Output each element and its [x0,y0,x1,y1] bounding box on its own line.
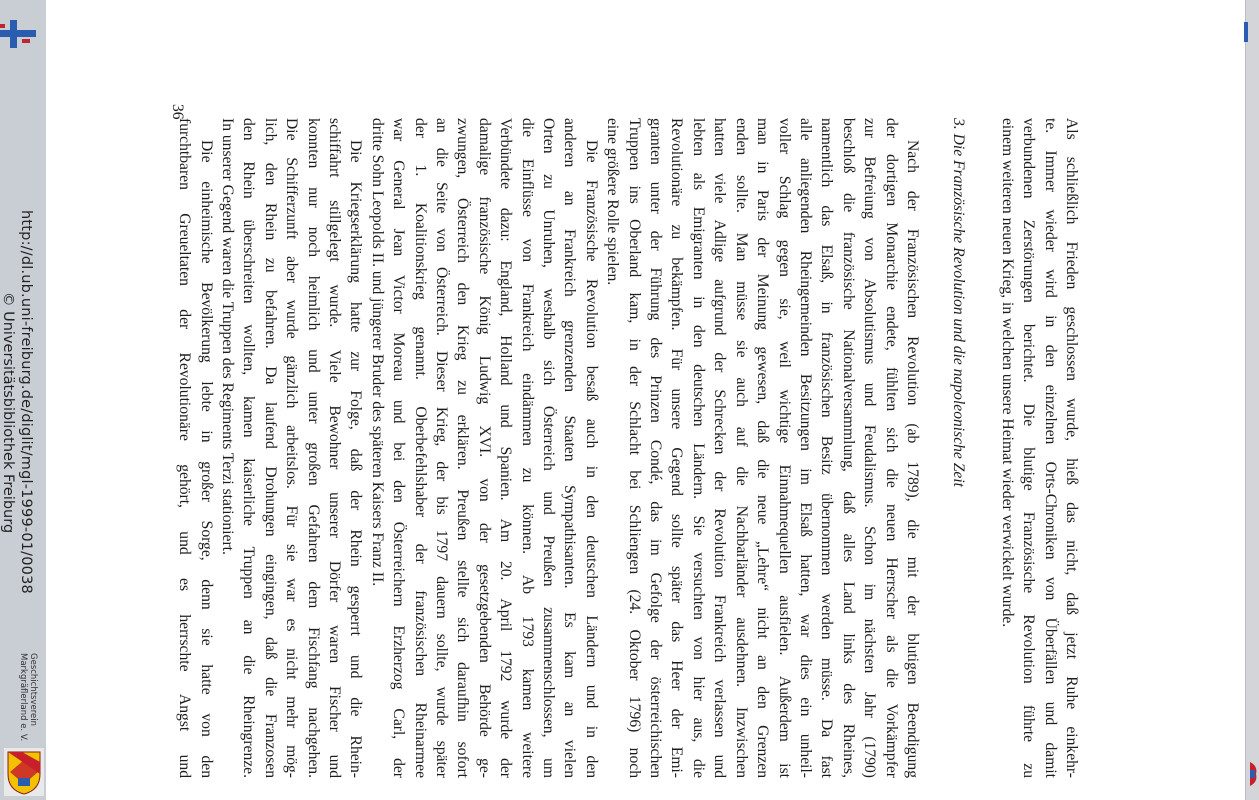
paragraph-line: lebten als Emigranten in den deutschen Ländern. Sie versuchten von hier aus, die [689,118,707,778]
paragraph-line: einem weiteren neuen Krieg, in welchen unsere Heimat wieder verwickelt wurde. [998,118,1016,628]
coat-of-arms-icon [4,748,44,796]
paragraph-line: dritte Sohn Leopolds II. und jüngerer Bruder des späteren Kaisers Franz II. [368,118,386,587]
paragraph-line: hatten viele Adlige aufgrund der Schrecken der Revolution Frankreich verlassen und [711,118,729,778]
paragraph-line: namentlich das Elsaß, in französischen Besitz übernommen werden müsse. Da fast [818,118,836,778]
paragraph-line: man in Paris der Meinung gewesen, daß die neue „Lehre“ nicht an den Grenzen [754,118,772,778]
edge-mark-icon [1244,22,1252,42]
paragraph-line: Revolutionäre zu bekämpfen. Für unsere Gegend sollte später das Heer der Emi- [668,118,686,778]
paragraph-line: eine größere Rolle spielen. [604,118,622,286]
flag-icon [0,20,36,48]
paragraph-line: war General Jean Victor Moreau und bei den Österreichern Erzherzog Carl, der [390,118,408,778]
document-page [174,118,1082,778]
paragraph-line: enden sollte. Man müsse sie auch auf die Nachbarländer ausdehnen. Inzwischen [732,118,750,778]
paragraph-line: an die Seite von Österreich. Dieser Krieg, der bis 1797 dauern sollte, wurde später [433,118,451,778]
paragraph-line: Als schließlich Frieden geschlossen wurde, hieß das nicht, daß jetzt Ruhe einkehr- [1063,118,1080,778]
footer-copyright: © Universitätsbibliothek Freiburg [0,292,16,534]
society-name-line1: Geschichtsverein [28,653,38,727]
paragraph-line: die Einflüsse von Frankreich eindämmen zu können. Ab 1793 kamen weitere [518,118,536,778]
paragraph-line: der dortigen Monarchie endete, fühlten sich die neuen Herrscher als die Vorkämpfer [882,118,900,778]
page-number: 36 [169,104,186,120]
paragraph-line: furchtbaren Greueltaten der Revolutionäre gehört, und es herrschte Angst und [176,118,194,778]
paragraph-line: lich, den Rhein zu befahren. Da laufend Drohungen eingingen, daß die Franzosen [261,118,279,778]
paragraph-line: Die einheimische Bevölkerung lebte in großer Sorge, denn sie hatte von den [197,140,215,778]
paragraph-line: zwungen, Österreich den Krieg zu erklären. Preußen stellte sich daraufhin sofort [454,118,472,778]
section-heading: 3. Die Französische Revolution und die napoleonische Zeit [950,118,968,487]
paragraph-line: den Rhein überschreiten wollten, kamen kaiserliche Truppen an die Rheingrenze. [240,118,258,778]
society-name [18,653,38,741]
footer-url-link[interactable]: http://dl.ub.uni-freiburg.de/diglit/mgl-1999-01/0038 [18,210,34,594]
paragraph-line: Nach der Französischen Revolution (ab 1789), die mit der blutigen Beendigung [903,140,921,778]
paragraph-line: te. Immer wieder wird in den einzelnen Orts-Chroniken von Überfällen und damit [1041,118,1059,778]
paragraph-line: Orten zu Unruhen, weshalb sich Österreich und Preußen zusammenschlossen, um [540,118,558,778]
paragraph-line: zur Befreiung von Absolutismus und Feudalismus. Schon im nächsten Jahr (1790) [861,118,879,778]
paragraph-line: konnten nur noch heimlich und unter großen Gefahren dem Fischfang nachgehen. [304,118,322,778]
paragraph-line: Truppen ins Oberland kam, in der Schlacht bei Schliengen (24. Oktober 1796) noch [625,118,643,778]
paragraph-line: verbundenen Zerstörungen berichtet. Die blutige Französische Revolution führte zu [1020,118,1038,778]
paragraph-line: Verbündete dazu: England, Holland und Spanien. Am 20. April 1792 wurde der [497,118,515,778]
paragraph-line: granten unter der Führung des Prinzen Condé, das im Gefolge der österreichischen [647,118,665,778]
paragraph-line: damalige französische König Ludwig XVI. von der gesetzgebenden Behörde ge- [475,118,493,778]
edge-mark-icon [1248,760,1258,788]
paragraph-line: Die Französische Revolution besaß auch in den deutschen Ländern und in den [582,140,600,778]
paragraph-line: alle anliegenden Rheingemeinden Besitzungen im Elsaß hatten, war dies ein unheil- [796,118,814,778]
paragraph-line: der 1. Koalitionskrieg genannt. Oberbefehlshaber der französischen Rheinarmee [411,118,429,778]
paragraph-line: Die Kriegserklärung hatte zur Folge, daß der Rhein gesperrt und die Rhein- [347,140,365,778]
paragraph-line: In unserer Gegend waren die Truppen des Regiments Terzi stationiert. [218,118,236,555]
paragraph-line: anderen an Frankreich grenzenden Staaten Sympathisanten. Es kam an vielen [561,118,579,778]
paragraph-line: beschloß die französische Nationalversammlung, daß alles Land links des Rheines, [839,118,857,778]
right-margin-strip [1246,0,1259,800]
paragraph-line: voller Schlag gegen sie, weil wichtige Einnahmequellen ausfielen. Außerdem ist [775,118,793,778]
paragraph-line: schiffahrt stillgelegt wurde. Viele Bewohner unserer Dörfer waren Fischer und [326,118,343,778]
society-name-line2: Markgräflerland e. V. [18,653,28,742]
paragraph-line: Die Schifferzunft aber wurde gänzlich arbeitslos. Für sie war es nicht mehr mög- [283,118,301,778]
